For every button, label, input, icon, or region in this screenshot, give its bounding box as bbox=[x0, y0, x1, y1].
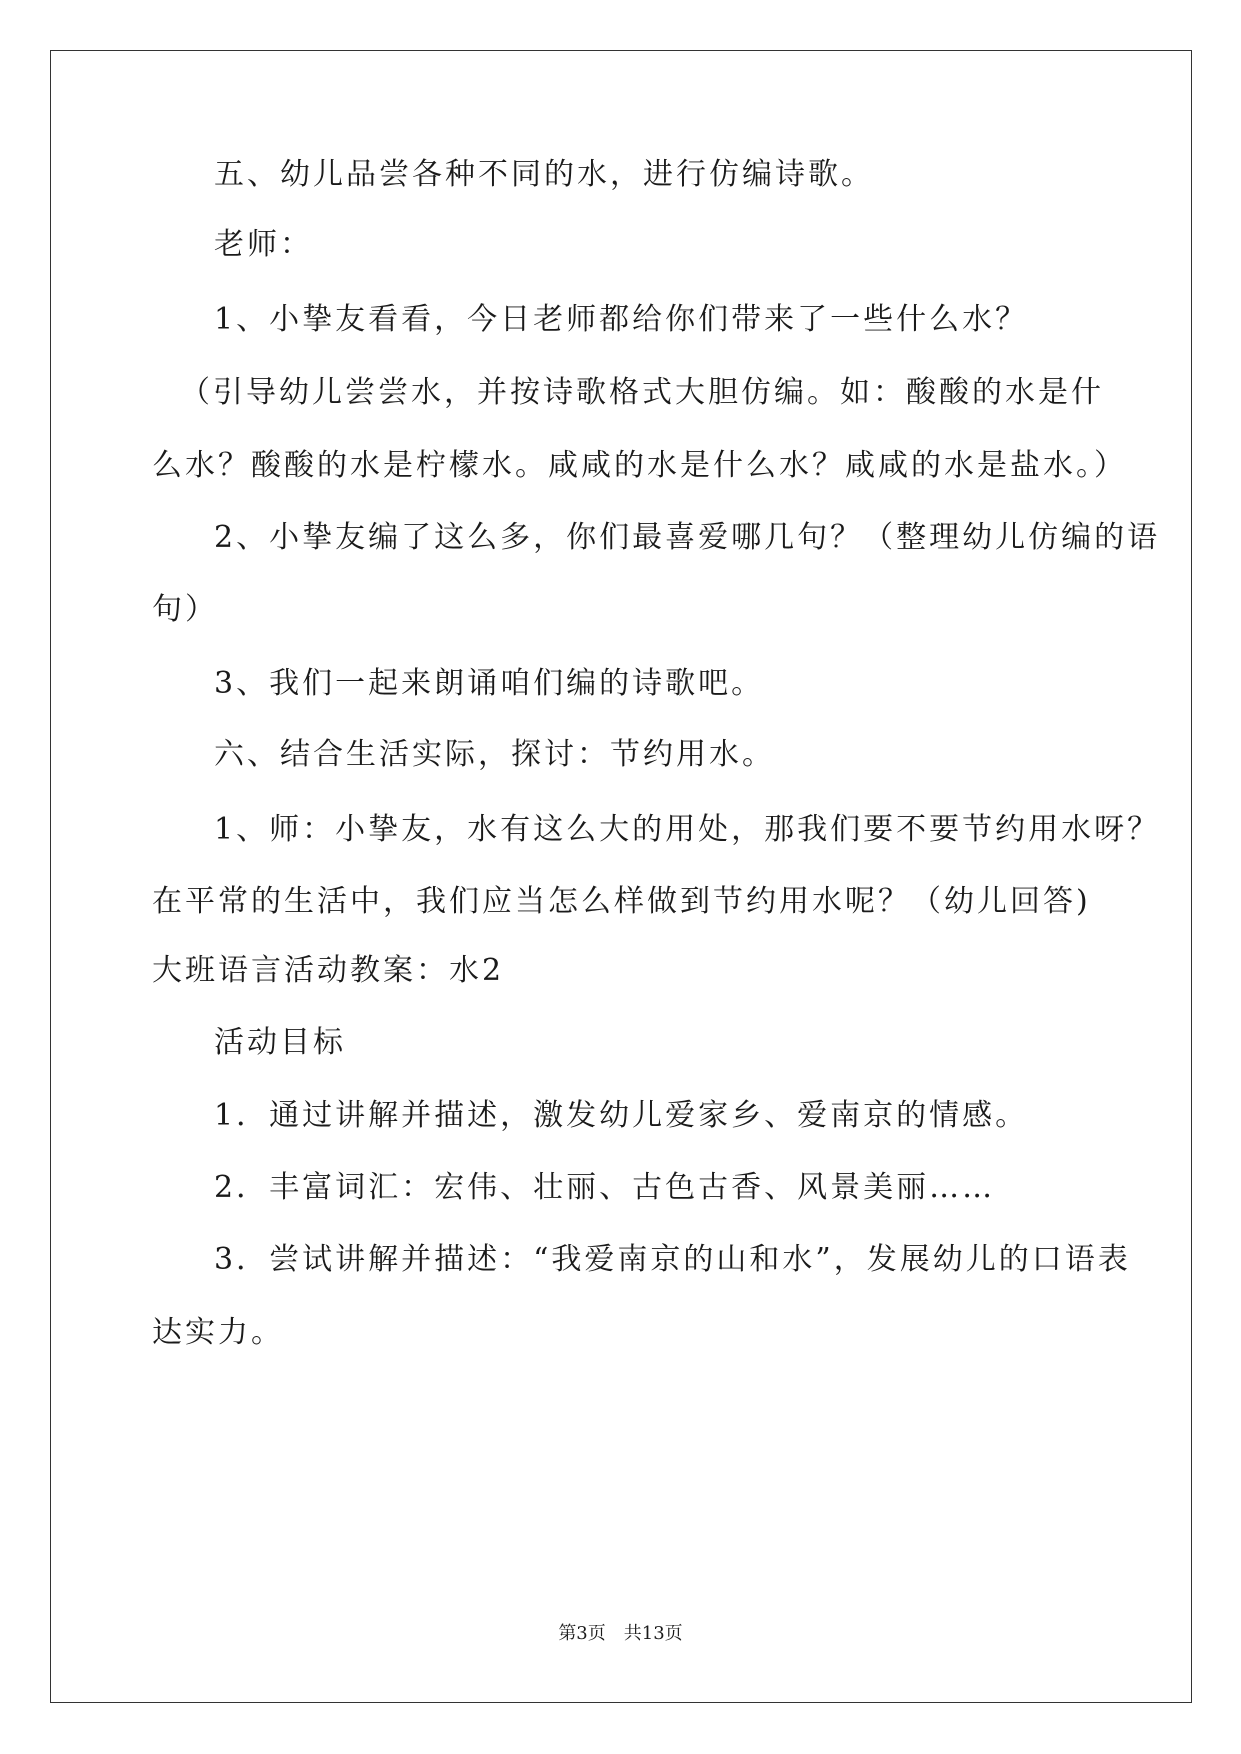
paragraph-teacher: 老师： bbox=[214, 227, 313, 262]
paragraph-line: 句） bbox=[152, 592, 218, 627]
page-number-label: 第3页 共13页 bbox=[558, 1623, 683, 1644]
paragraph-item: 1、小挚友看看，今日老师都给你们带来了一些什么水？ bbox=[214, 302, 1029, 337]
section-heading-5: 五、幼儿品尝各种不同的水，进行仿编诗歌。 bbox=[214, 157, 874, 192]
paragraph-item: 2、小挚友编了这么多，你们最喜爱哪几句？（整理幼儿仿编的语 bbox=[214, 520, 1161, 555]
paragraph-item: 1、师：小挚友，水有这么大的用处，那我们要不要节约用水呀？ bbox=[214, 812, 1161, 847]
paragraph-line: 达实力。 bbox=[152, 1315, 284, 1350]
section-heading-6: 六、结合生活实际，探讨：节约用水。 bbox=[214, 737, 775, 772]
paragraph-item: 1．通过讲解并描述，激发幼儿爱家乡、爱南京的情感。 bbox=[214, 1098, 1029, 1133]
paragraph-line: 在平常的生活中，我们应当怎么样做到节约用水呢？（幼儿回答) bbox=[152, 884, 1091, 919]
paragraph-item: 2．丰富词汇：宏伟、壮丽、古色古香、风景美丽…… bbox=[214, 1170, 996, 1205]
page-footer bbox=[0, 1622, 1241, 1646]
paragraph-item: 3．尝试讲解并描述：“我爱南京的山和水”，发展幼儿的口语表 bbox=[214, 1242, 1131, 1277]
paragraph-item: 3、我们一起来朗诵咱们编的诗歌吧。 bbox=[214, 666, 765, 701]
document-title: 大班语言活动教案：水2 bbox=[152, 953, 505, 988]
page-border bbox=[50, 50, 1192, 1703]
section-heading-goals: 活动目标 bbox=[214, 1025, 346, 1060]
paragraph-line: （引导幼儿尝尝水，并按诗歌格式大胆仿编。如：酸酸的水是什 bbox=[180, 375, 1104, 410]
paragraph-line: 么水？酸酸的水是柠檬水。咸咸的水是什么水？咸咸的水是盐水。） bbox=[152, 448, 1127, 483]
